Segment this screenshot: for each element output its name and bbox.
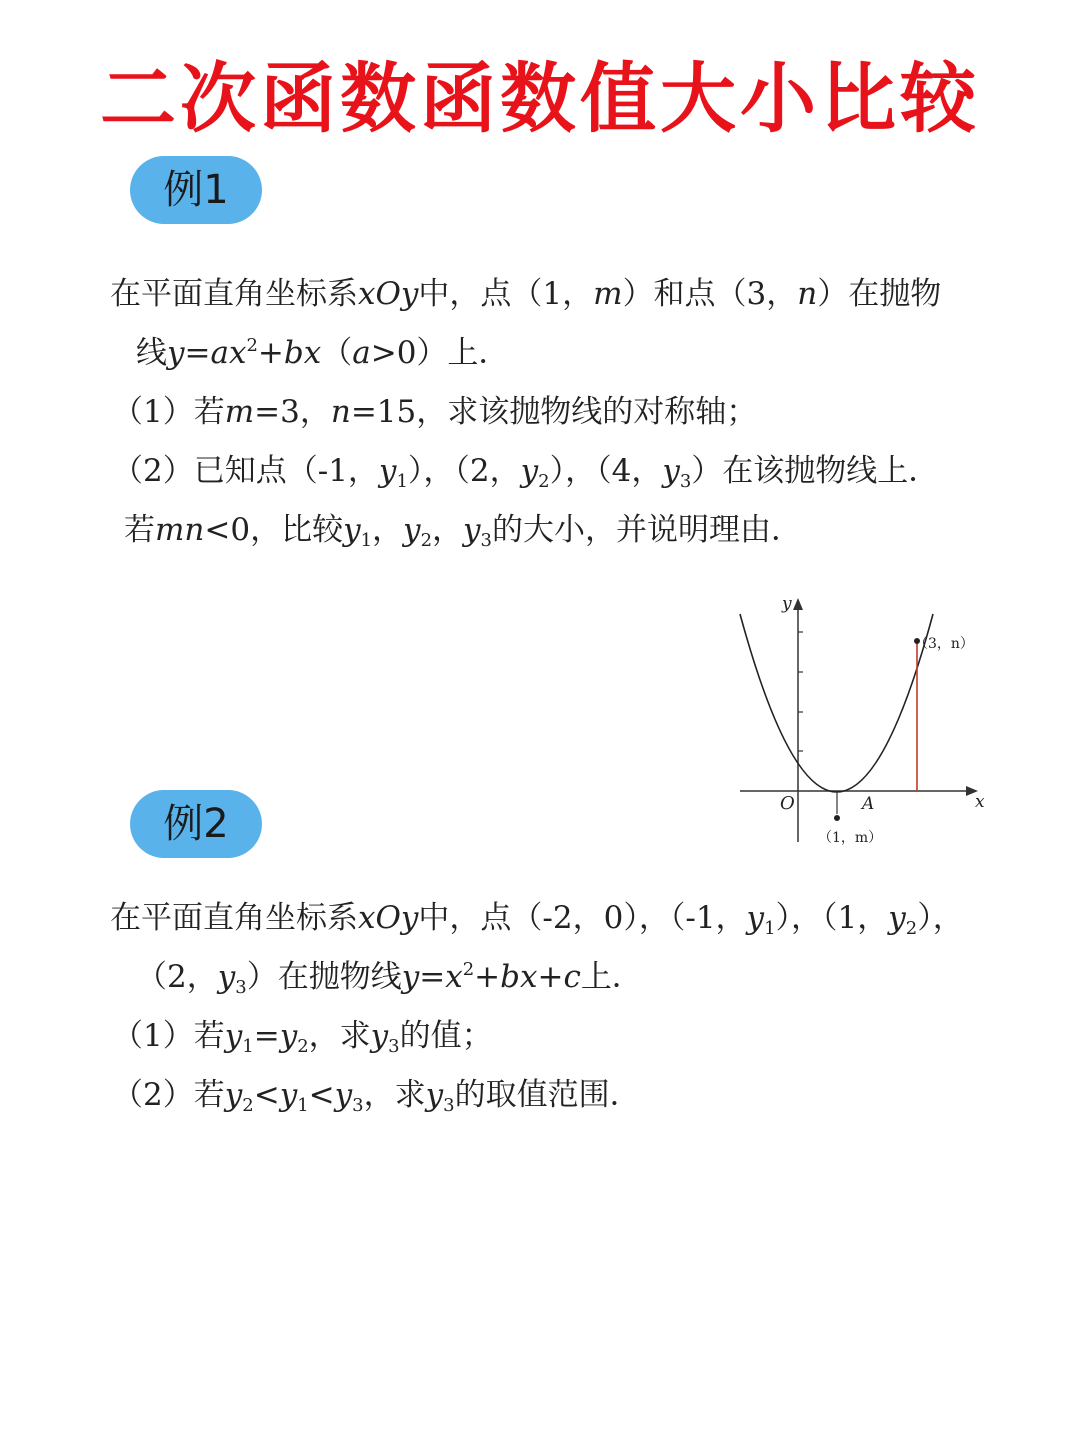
vertex-point [834,815,840,821]
parabola-graph [730,590,990,850]
example-1-question-2: （2）已知点（-1，$y_1$），（2，$y_2$），（4，$y_3$）在该抛物线上． [112,453,940,492]
parabola-curve [740,614,933,792]
point-3-n-label: （3，n） [914,636,974,652]
example-2-line-2: （2，$y_3$）在抛物线$y=x^2+bx+c$上． [136,959,643,998]
point-a-label: A [862,794,875,814]
example-2-badge: 例2 [130,790,262,858]
example-2-question-1: （1）若$y_1=y_2$，求$y_3$的值； [112,1018,493,1057]
example-1-question-1: （1）若m=3，n=15，求该抛物线的对称轴； [112,394,758,430]
example-1-line-1: 在平面直角坐标系xOy中，点（1，m）和点（3，n）在抛物 [110,276,942,312]
example-1-question-2-cont: 若mn<0，比较$y_1$，$y_2$，$y_3$的大小，并说明理由． [124,512,802,551]
y-axis-arrow [793,598,803,610]
y-axis-label: y [782,594,792,614]
example-1-line-2: 线$y=ax^2+bx(a>0)$上． [136,335,510,371]
origin-label: O [780,793,795,814]
point-1-m-label: （1，m） [818,830,883,846]
x-axis-label: x [975,792,985,812]
example-1-badge: 例1 [130,156,262,224]
example-2-question-2: （2）若$y_2<y_1<y_3$，求$y_3$的取值范围． [112,1077,641,1116]
page-title: 二次函数函数值大小比较 [100,54,980,143]
example-2-line-1: 在平面直角坐标系xOy中，点（-2，0），（-1，$y_1$），（1，$y_2$）， [110,900,964,939]
